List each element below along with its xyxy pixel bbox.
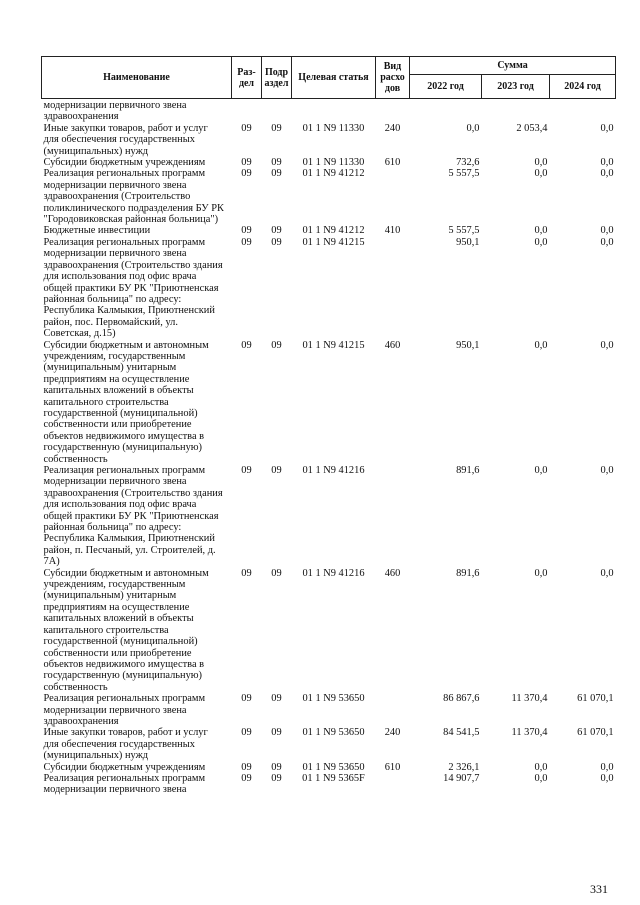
row-sum-2023: 0,0 (534, 465, 548, 476)
row-expense-type (376, 693, 410, 727)
row-podrazdel (262, 99, 292, 123)
row-target-article: 01 1 N9 53650 (302, 761, 365, 773)
row-expense-type: 460 (384, 567, 401, 579)
row-podrazdel: 09 (271, 567, 282, 579)
table-row (42, 237, 616, 340)
row-target-article: 01 1 N9 53650 (302, 727, 365, 739)
row-sum-2023 (482, 99, 550, 123)
row-sum-2024: 0,0 (600, 236, 614, 248)
row-name: Реализация региональных программ модернизации первичного звена (43, 772, 206, 796)
row-podrazdel: 09 (271, 465, 282, 476)
row-sum-2023: 0,0 (534, 225, 548, 237)
col-header-name: Наименование (42, 57, 232, 99)
row-sum-2024: 0,0 (600, 339, 614, 351)
row-expense-type (376, 237, 410, 340)
row-sum-2023: 0,0 (534, 772, 548, 784)
row-target-article: 01 1 N9 53650 (302, 693, 365, 705)
row-podrazdel: 09 (271, 772, 282, 784)
row-expense-type: 240 (384, 122, 401, 134)
table-row (42, 123, 616, 157)
row-razdel: 09 (241, 339, 252, 351)
row-name: модернизации первичного звена здравоохранения (43, 100, 187, 123)
row-name: Иные закупки товаров, работ и услуг для обеспечения государственных (муниципальных) нужд (43, 727, 208, 762)
row-razdel: 09 (241, 772, 252, 784)
col-header-2022: 2022 год (410, 75, 482, 99)
row-sum-2023: 11 370,4 (511, 693, 548, 705)
row-name: Реализация региональных программ модернизации первичного звена здравоохранения (Строительство поликлинического подразделения БУ РК "Городовиковская районная больница") (43, 168, 224, 226)
row-razdel: 09 (241, 693, 252, 705)
row-expense-type (376, 465, 410, 568)
row-name: Иные закупки товаров, работ и услуг для обеспечения государственных (муниципальных) нужд (43, 122, 208, 157)
row-sum-2022: 2 326,1 (448, 761, 480, 773)
row-sum-2024: 0,0 (600, 772, 614, 784)
row-target-article: 01 1 N9 41216 (302, 567, 365, 579)
col-header-razdel: Раз- дел (232, 57, 262, 99)
row-razdel: 09 (241, 567, 252, 579)
row-expense-type (376, 99, 410, 123)
col-header-sum: Сумма (410, 57, 616, 75)
row-name: Субсидии бюджетным учреждениям (43, 761, 206, 773)
row-sum-2024: 61 070,1 (577, 693, 614, 705)
row-sum-2022: 891,6 (456, 465, 480, 476)
table-row (42, 727, 616, 761)
row-sum-2022: 732,6 (456, 157, 480, 169)
row-sum-2023: 0,0 (534, 761, 548, 773)
row-target-article: 01 1 N9 41212 (302, 168, 365, 180)
row-sum-2024: 0,0 (600, 168, 614, 180)
document-page (41, 56, 615, 796)
row-sum-2022: 5 557,5 (448, 225, 480, 237)
row-sum-2023: 0,0 (534, 236, 548, 248)
row-sum-2022: 14 907,7 (443, 772, 480, 784)
row-name: Реализация региональных программ модернизации первичного звена здравоохранения (Строительство здания для использования под офис врача общей практики БУ РК "Приютненская районная больница" по адресу: Республика Калмыкия, Приютненский район, пос. Первомайский, ул. Советская, д.15) (43, 236, 223, 340)
row-name: Субсидии бюджетным и автономным учреждениям, государственным (муниципальным) унитарным предприятиям на осуществление капитальных вложений в объекты капитального строительства государственной (муниципальной) собственности или приобретение объектов недвижимого имущества в государственную (муниципальную) собственность (43, 339, 209, 465)
table-body (42, 99, 616, 796)
table-row (42, 157, 616, 168)
row-sum-2023: 0,0 (534, 157, 548, 169)
row-name: Реализация региональных программ модернизации первичного звена здравоохранения (43, 693, 206, 727)
row-name: Субсидии бюджетным и автономным учреждениям, государственным (муниципальным) унитарным предприятиям на осуществление капитальных вложений в объекты капитального строительства государственной (муниципальной) собственности или приобретение объектов недвижимого имущества в государственную (муниципальную) собственность (43, 567, 209, 693)
row-razdel: 09 (241, 465, 252, 476)
row-expense-type (376, 168, 410, 225)
row-target-article: 01 1 N9 41212 (302, 225, 365, 237)
row-sum-2022: 950,1 (456, 236, 480, 248)
row-razdel: 09 (241, 761, 252, 773)
table-row (42, 762, 616, 773)
row-name: Субсидии бюджетным учреждениям (43, 157, 206, 169)
row-expense-type: 240 (384, 727, 401, 739)
row-sum-2022: 5 557,5 (448, 168, 480, 180)
row-razdel: 09 (241, 236, 252, 248)
row-razdel: 09 (241, 727, 252, 739)
row-sum-2024: 0,0 (600, 225, 614, 237)
row-expense-type (376, 773, 410, 796)
row-target-article: 01 1 N9 41215 (302, 236, 365, 248)
table-row (42, 773, 616, 796)
row-podrazdel: 09 (271, 339, 282, 351)
budget-table (41, 56, 616, 796)
row-sum-2023: 0,0 (534, 168, 548, 180)
table-row (42, 693, 616, 727)
row-target-article: 01 1 N9 41215 (302, 339, 365, 351)
table-row (42, 568, 616, 693)
row-sum-2022: 84 541,5 (443, 727, 480, 739)
row-razdel: 09 (241, 168, 252, 180)
row-sum-2024: 0,0 (600, 157, 614, 169)
row-name: Реализация региональных программ модернизации первичного звена здравоохранения (Строительство здания для использования под офис врача общей практики БУ РК "Приютненская районная больница" по адресу: Республика Калмыкия, Приютненский район, п. Песчаный, ул. Строителей, д. 7А) (43, 465, 223, 568)
row-sum-2022: 0,0 (466, 122, 480, 134)
row-sum-2024: 0,0 (600, 567, 614, 579)
row-expense-type: 460 (384, 339, 401, 351)
row-razdel: 09 (241, 225, 252, 237)
row-sum-2024: 0,0 (600, 122, 614, 134)
row-expense-type: 610 (384, 761, 401, 773)
row-expense-type: 410 (384, 225, 401, 237)
row-sum-2024: 0,0 (600, 465, 614, 476)
row-podrazdel: 09 (271, 122, 282, 134)
row-sum-2023: 0,0 (534, 339, 548, 351)
col-header-2023: 2023 год (482, 75, 550, 99)
table-row (42, 465, 616, 568)
col-header-2024: 2024 год (550, 75, 616, 99)
table-row (42, 340, 616, 465)
page-number: 331 (590, 882, 608, 896)
row-podrazdel: 09 (271, 157, 282, 169)
row-sum-2022: 950,1 (456, 339, 480, 351)
row-sum-2022 (410, 99, 482, 123)
row-target-article (292, 99, 376, 123)
table-row (42, 225, 616, 236)
row-podrazdel: 09 (271, 168, 282, 180)
row-podrazdel: 09 (271, 225, 282, 237)
row-sum-2024 (550, 99, 616, 123)
col-header-expense-type: Вид расхо дов (376, 57, 410, 99)
row-sum-2023: 2 053,4 (516, 122, 548, 134)
col-header-podrazdel: Подр аздел (262, 57, 292, 99)
row-target-article: 01 1 N9 41216 (302, 465, 365, 476)
row-sum-2023: 11 370,4 (511, 727, 548, 739)
row-target-article: 01 1 N9 11330 (302, 122, 365, 134)
table-row (42, 168, 616, 225)
row-sum-2022: 86 867,6 (443, 693, 480, 705)
row-razdel (232, 99, 262, 123)
row-target-article: 01 1 N9 5365F (302, 772, 365, 784)
row-sum-2024: 61 070,1 (577, 727, 614, 739)
row-sum-2023: 0,0 (534, 567, 548, 579)
col-header-target-article: Целевая статья (292, 57, 376, 99)
row-razdel: 09 (241, 157, 252, 169)
row-target-article: 01 1 N9 11330 (302, 157, 365, 169)
table-row (42, 99, 616, 123)
row-sum-2024: 0,0 (600, 761, 614, 773)
row-podrazdel: 09 (271, 761, 282, 773)
row-razdel: 09 (241, 122, 252, 134)
row-expense-type: 610 (384, 157, 401, 169)
row-name: Бюджетные инвестиции (43, 225, 151, 237)
row-sum-2022: 891,6 (456, 567, 480, 579)
row-podrazdel: 09 (271, 236, 282, 248)
row-podrazdel: 09 (271, 693, 282, 705)
table-header (42, 57, 616, 99)
row-podrazdel: 09 (271, 727, 282, 739)
